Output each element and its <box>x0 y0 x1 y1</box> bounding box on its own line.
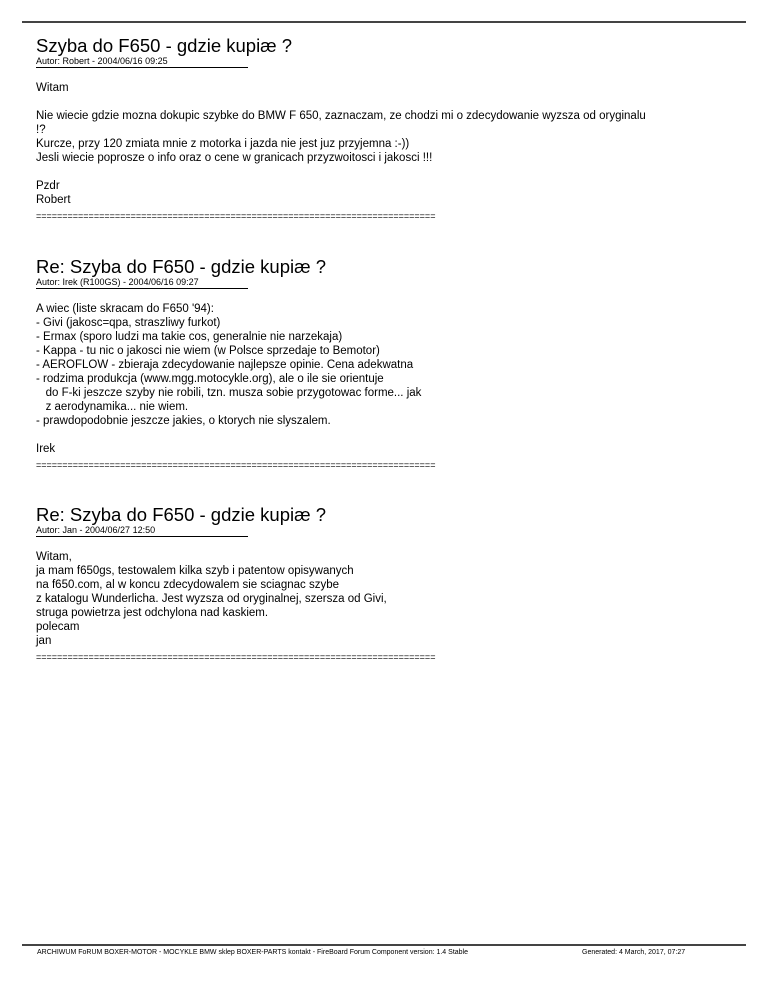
post-author-date: Autor: Jan - 2004/06/27 12:50 <box>36 525 156 535</box>
post-separator: ============================================================================ <box>36 460 436 470</box>
post-body: Witam Nie wiecie gdzie mozna dokupic szybke do BMW F 650, zaznaczam, ze chodzi mi o zdecydowanie wyzsza od oryginalu !? Kurcze, przy 120 zmiata mnie z motorka i jazda nie jest juz przyjemna :-)) Jesli wiecie poprosze o info oraz o cene w granicach przyzwoitosci i jakosci !!! Pzdr Robert <box>36 82 646 206</box>
top-rule <box>22 21 746 23</box>
post-3 <box>36 505 736 663</box>
footer-rule <box>22 944 746 946</box>
post-title: Szyba do F650 - gdzie kupiæ ? <box>36 35 293 56</box>
post-title: Re: Szyba do F650 - gdzie kupiæ ? <box>36 504 326 525</box>
post-author-date: Autor: Robert - 2004/06/16 09:25 <box>36 56 168 66</box>
meta-underline <box>36 536 248 537</box>
footer-generated-date: Generated: 4 March, 2017, 07:27 <box>582 949 686 956</box>
post-body: A wiec (liste skracam do F650 '94): - Givi (jakosc=qpa, straszliwy furkot) - Ermax (sporo ludzi ma takie cos, generalnie nie narzekaja) - Kappa - tu nic o jakosci nie wiem (w Polsce sprzedaje to Bemotor) - AEROFLOW - zbieraja zdecydowanie najlepsze opinie. Cena adekwatna - rodzima produkcja (www.mgg.motocykle.org), ale o ile sie orientuje do F-ki jeszcze szyby nie robili, tzn. musza sobie przygotowac forme... jak z aerodynamika... nie wiem. - prawdopodobnie jeszcze jakies, o ktorych nie slyszalem. Irek <box>36 303 422 455</box>
post-separator: ============================================================================ <box>36 211 436 221</box>
post-2 <box>36 257 736 471</box>
post-1 <box>36 36 736 222</box>
meta-underline <box>36 67 248 68</box>
post-body: Witam, ja mam f650gs, testowalem kilka szyb i patentow opisywanych na f650.com, al w koncu zdecydowalem sie sciagnac szybe z katalogu Wunderlicha. Jest wyzsza od oryginalnej, szersza od Givi, struga powietrza jest odchylona nad kaskiem. polecam jan <box>36 551 387 647</box>
meta-underline <box>36 288 248 289</box>
post-author-date: Autor: Irek (R100GS) - 2004/06/16 09:27 <box>36 277 199 287</box>
post-title: Re: Szyba do F650 - gdzie kupiæ ? <box>36 256 326 277</box>
post-separator: ============================================================================ <box>36 652 436 662</box>
footer-source: ARCHIWUM FoRUM BOXER-MOTOR - MOCYKLE BMW sklep BOXER-PARTS kontakt - FireBoard Forum Component version: 1.4 Stable <box>37 949 468 956</box>
